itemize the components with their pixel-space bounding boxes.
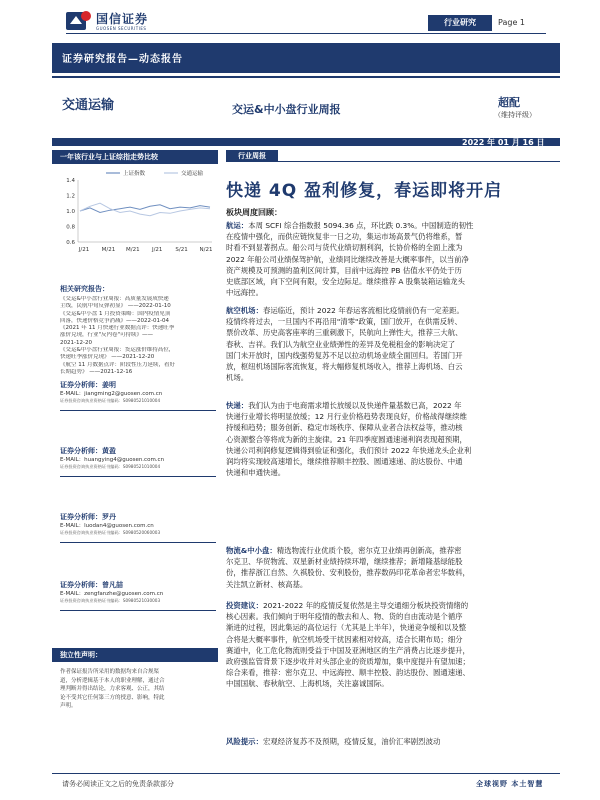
related-report-line: 主线，民航中旬反弹初显》 ——2022-01-10 — [60, 303, 171, 310]
paragraph-label: 快递： — [226, 401, 249, 410]
paragraph-text: 春秋、吉祥。我们认为航空业业绩弹性的差异及免税租金的影响决定了 — [226, 339, 456, 349]
paragraph-text: 2021-2022 年的疫情反复依然是主导交通细分板块投资情绪的 — [262, 601, 469, 610]
paragraph-line — [226, 434, 558, 445]
paragraph-line — [226, 372, 558, 383]
industry-name: 交通运输 — [62, 98, 115, 113]
header-divider — [66, 33, 546, 34]
analyst-cert: 证券投资咨询执业资格证书编码：S0980521010004 — [60, 464, 161, 469]
paragraph-line — [226, 600, 558, 611]
paragraph-text: 2022 年船公司业绩保驾护航，业绩同比继续改善是大概率事件，以当前净 — [226, 254, 469, 264]
related-report-line: 2021-12-20 — [60, 339, 92, 346]
paragraph-line — [226, 556, 558, 567]
paragraph — [226, 545, 558, 590]
paragraph-text: 我们认为由于电商需求增长放缓以及快递件量基数已高，2022 年 — [248, 401, 462, 410]
paragraph-text: 综合来看，推荐：密尔克卫、中远海控、顺丰控股、韵达股份、圆通速递、 — [226, 668, 470, 678]
paragraph-line — [226, 254, 558, 265]
related-report-line: 回落，快递价格竞争消减》——2022-01-04 — [60, 317, 169, 324]
analyst-divider — [60, 610, 216, 611]
banner-underline — [52, 76, 560, 78]
x-tick-label: J/21 — [151, 247, 163, 253]
paragraph-line — [226, 411, 558, 422]
analyst-name: 证券分析师：曾凡喆 — [60, 581, 123, 589]
paragraph-text: 中远海控。 — [226, 288, 263, 298]
weekly-review-heading: 板块周度回顾： — [226, 208, 282, 217]
paragraph-text: 快递公司利润修复逻辑得到验证和强化，我们预计 2022 年快递龙头企业利 — [226, 445, 472, 455]
analyst-name: 证券分析师：罗丹 — [60, 513, 116, 521]
x-tick-label: N/21 — [199, 247, 213, 253]
paragraph-text: 国门未开放时，国内线强势复苏不足以拉动机场业绩全面回归。若国门开 — [226, 350, 463, 360]
paragraph — [226, 736, 558, 747]
footer-divider — [52, 773, 560, 774]
brand-name-en: GUOSEN SECURITIES — [96, 26, 147, 31]
page-number: Page 1 — [498, 18, 525, 27]
paragraph-text: 在疫情中强化，而供应链恢复非一日之功，集运市场高景气仍将维系，暂 — [226, 232, 463, 242]
report-type-tag: 行业研究 — [428, 15, 492, 31]
paragraph-line — [226, 339, 558, 350]
related-reports-title: 相关研究报告： — [60, 285, 109, 293]
paragraph-text: 史底部区域，向下空间有限，安全边际足。继续推荐 A 股集装箱运输龙头 — [226, 277, 465, 287]
analyst-card — [60, 446, 220, 470]
series-line-1 — [80, 205, 210, 213]
legend-label: 交通运输 — [181, 171, 204, 177]
banner-title: 证券研究报告—动态报告 — [62, 54, 183, 65]
paragraph-line — [226, 645, 558, 656]
headline: 快递 4Q 盈利修复，春运即将开启 — [226, 181, 503, 201]
performance-line-chart — [52, 166, 218, 260]
paragraph-text: 票价改革、历史高客座率的三重刺激下，民航向上弹性大，推荐三大航、 — [226, 328, 463, 338]
analyst-email[interactable]: E-MAIL：luodan4@guosen.com.cn — [60, 523, 154, 529]
analyst-card — [60, 512, 220, 536]
analyst-name: 证券分析师：姜明 — [60, 381, 116, 389]
paragraph-line — [226, 276, 558, 287]
y-tick-label: 1.2 — [66, 193, 75, 200]
paragraph-text: 资产规模及可预测的盈利区间计算，目前中远海控 PB 估值水平仍处于历 — [226, 265, 462, 275]
footer-slogan: 全球视野 本土智慧 — [476, 780, 544, 788]
related-report-line: 涨价兑现，行业"反内卷"可持续》—— — [60, 332, 154, 339]
analyst-card — [60, 580, 220, 604]
paragraph-label: 航运： — [226, 221, 249, 230]
paragraph-text: 宏观经济复苏不及预期，疫情反复，油价汇率剧烈波动 — [262, 737, 441, 746]
paragraph-text: 润均将实现较高速增长，继续推荐顺丰控股、圆通速递、韵达股份、中通 — [226, 457, 463, 467]
chart-title: 一年该行业与上证综指走势比较 — [60, 153, 158, 161]
paragraph-line — [226, 611, 558, 622]
paragraph-text: 持缓和趋势；服务创新、稳定市场秩序、保障从业者合法权益等，推动核 — [226, 423, 463, 433]
paragraph-line — [226, 361, 558, 372]
brand-name: 国信证券 — [96, 12, 149, 26]
paragraph-text: 尔克卫、华贸物流、双星新材业绩持续环增，继续推荐；新增隆基绿能股 — [226, 557, 463, 567]
analyst-cert: 证券投资咨询执业资格证书编码：S0980521030003 — [60, 598, 161, 603]
analyst-email[interactable]: E-MAIL：huangying4@guosen.com.cn — [60, 457, 165, 463]
related-report-line: 《交运&中小盘 1 月投资策略：国内疫情见顶 — [60, 310, 171, 317]
related-reports-list — [60, 296, 222, 376]
x-tick-label: M/21 — [101, 247, 116, 253]
y-tick-label: 1.4 — [66, 178, 75, 184]
paragraph — [226, 305, 558, 383]
paragraph-line — [226, 545, 558, 556]
paragraph-line — [226, 678, 558, 689]
disclaimer-line: 作者保证报告所采用的数据均来自合规渠 — [60, 669, 160, 675]
paragraph-line — [226, 422, 558, 433]
paragraph-line — [226, 736, 558, 747]
series-line-2 — [80, 203, 210, 216]
report-date: 2022 年 01 月 16 日 — [462, 138, 545, 147]
paragraph-line — [226, 567, 558, 578]
y-tick-label: 0.6 — [66, 240, 75, 246]
paragraph-label: 风险提示： — [226, 737, 263, 746]
rating: 超配 — [498, 96, 520, 109]
paragraph-line — [226, 467, 558, 478]
paragraph-line — [226, 667, 558, 678]
analyst-email[interactable]: E-MAIL：jiangming2@guosen.com.cn — [60, 391, 163, 397]
related-report-line: 《交运&中小盘行业周报：高质量发展成快递 — [60, 296, 169, 302]
paragraph-line — [226, 220, 558, 231]
paragraph-line — [226, 656, 558, 667]
paragraph-line — [226, 231, 558, 242]
paragraph-line — [226, 327, 558, 338]
paragraph-line — [226, 287, 558, 298]
legend-label: 上证指数 — [123, 171, 146, 177]
analyst-name: 证券分析师：黄盈 — [60, 447, 116, 455]
paragraph-text: 中国国航、春秋航空、上海机场，关注嘉诚国际。 — [226, 679, 389, 689]
related-report-line: 长期趋势》 ——2021-12-16 — [60, 368, 133, 375]
paragraph-line — [226, 456, 558, 467]
rating-note: （维持评级） — [494, 111, 536, 119]
related-report-line: 《2021 年 11 月快递行业数据点评：快递旺季 — [60, 325, 175, 332]
paragraph-line — [226, 350, 558, 361]
paragraph-line — [226, 305, 558, 316]
paragraph-line — [226, 634, 558, 645]
analyst-divider — [60, 476, 216, 477]
paragraph-text: 本周 SCFI 综合指数报 5094.36 点，环比跌 0.3%。中国制造的韧性 — [248, 221, 474, 230]
paragraph-line — [226, 316, 558, 327]
paragraph-label: 航空机场： — [226, 306, 263, 315]
paragraph-text: 心资源整合等将成为新的主旋律。21 年四季度圆通速递利润表现超预期， — [226, 434, 467, 444]
related-report-line: 《交运&中小盘行业周报：货运涨价维持高位， — [60, 347, 175, 354]
disclaimer-line: 道，分析逻辑基于本人的职业理解，通过合 — [60, 677, 165, 684]
section-divider — [278, 161, 560, 162]
x-tick-label: M/21 — [125, 247, 140, 253]
disclaimer-title: 独立性声明： — [60, 651, 102, 659]
analyst-divider — [60, 410, 216, 411]
paragraph-text: 政府强监管背景下逐步收并对头部企业的资质增加，集中度提升有望加速； — [226, 657, 470, 667]
x-tick-label: S/21 — [175, 247, 188, 253]
report-name: 交运&中小盘行业周报 — [232, 103, 341, 116]
y-tick-label: 0.8 — [66, 224, 75, 231]
disclaimer-line: 声明。 — [60, 703, 77, 709]
paragraph-label: 投资建议： — [226, 601, 263, 610]
paragraph-text: 渐进的过程，因此集运的高位运行（尤其是上半年），快递竞争缓和以及整 — [226, 623, 467, 633]
paragraph-text: 合将是大概率事件，航空机场受干扰因素相对较高，适合长期布局；细分 — [226, 634, 463, 644]
paragraph-text: 时看不到显著拐点。船公司与货代业绩切割利润，长协价格的全面上涨为 — [226, 243, 463, 253]
paragraph — [226, 220, 558, 298]
paragraph-text: 份，推荐浙江自然、久祺股份、安利股份，推荐数码印花革命者宏华数科， — [226, 568, 470, 578]
related-report-line: 快递旺季涨价兑现》 ——2021-12-20 — [60, 354, 155, 361]
analyst-cert: 证券投资咨询执业资格证书编码：S0980520060003 — [60, 530, 161, 535]
guosen-logo-icon — [66, 10, 92, 32]
analyst-email[interactable]: E-MAIL：zengfanzhe@guosen.com.cn — [60, 591, 164, 597]
paragraph-line — [226, 579, 558, 590]
paragraph-text: 核心因素。我们倾向于明年疫情的散去和人、物、货的自由流动是个循序 — [226, 612, 463, 622]
related-report-line: 《航空 11 月数据点评：阶段性压力延续，看好 — [60, 361, 175, 368]
section-tag: 行业周报 — [226, 150, 278, 162]
paragraph-text: 关注凯立新材、核高基。 — [226, 579, 308, 589]
x-tick-label: J/21 — [78, 247, 90, 253]
paragraph-text: 精选物流行业优质个股，密尔克卫业绩再创新高，推荐密 — [276, 546, 462, 555]
paragraph-text: 放，枢纽机场国际客流恢复，将大幅修复机场收入，推荐上海机场、白云 — [226, 362, 463, 372]
paragraph-text: 快递和申通快递。 — [226, 468, 286, 478]
paragraph-text: 赛道中，化工危化物流则受益于中国及亚洲地区的生产消费占比逐步提升， — [226, 645, 470, 655]
footer-disclaimer-note: 请务必阅读正文之后的免责条款部分 — [62, 780, 174, 788]
paragraph-line — [226, 445, 558, 456]
analyst-card — [60, 380, 220, 404]
analyst-cert: 证券投资咨询执业资格证书编码：S0980521010004 — [60, 398, 161, 403]
analyst-divider — [60, 542, 216, 543]
paragraph-text: 快递行业增长将明显放缓；12 月行业价格趋势表现良好，价格战得继续维 — [226, 412, 467, 422]
disclaimer-line: 理判断并得出结论，力求客观、公正，其结 — [60, 686, 165, 692]
paragraph-line — [226, 242, 558, 253]
paragraph — [226, 600, 558, 690]
paragraph-text: 疫情终将过去，一旦国内不再沿用"清零"政策，国门放开，在供需反转、 — [226, 317, 462, 327]
paragraph — [226, 400, 558, 478]
paragraph-line — [226, 622, 558, 633]
paragraph-line — [226, 265, 558, 276]
paragraph-text: 春运临近，预计 2022 年春运客流相比疫情前仍有一定差距。 — [262, 306, 464, 315]
disclaimer-text — [60, 668, 216, 711]
y-tick-label: 1.0 — [66, 209, 75, 215]
paragraph-text: 机场。 — [226, 373, 249, 383]
disclaimer-line: 论不受其它任何第三方的授意、影响，特此 — [60, 694, 165, 701]
paragraph-line — [226, 400, 558, 411]
paragraph-label: 物流&中小盘： — [226, 546, 277, 555]
